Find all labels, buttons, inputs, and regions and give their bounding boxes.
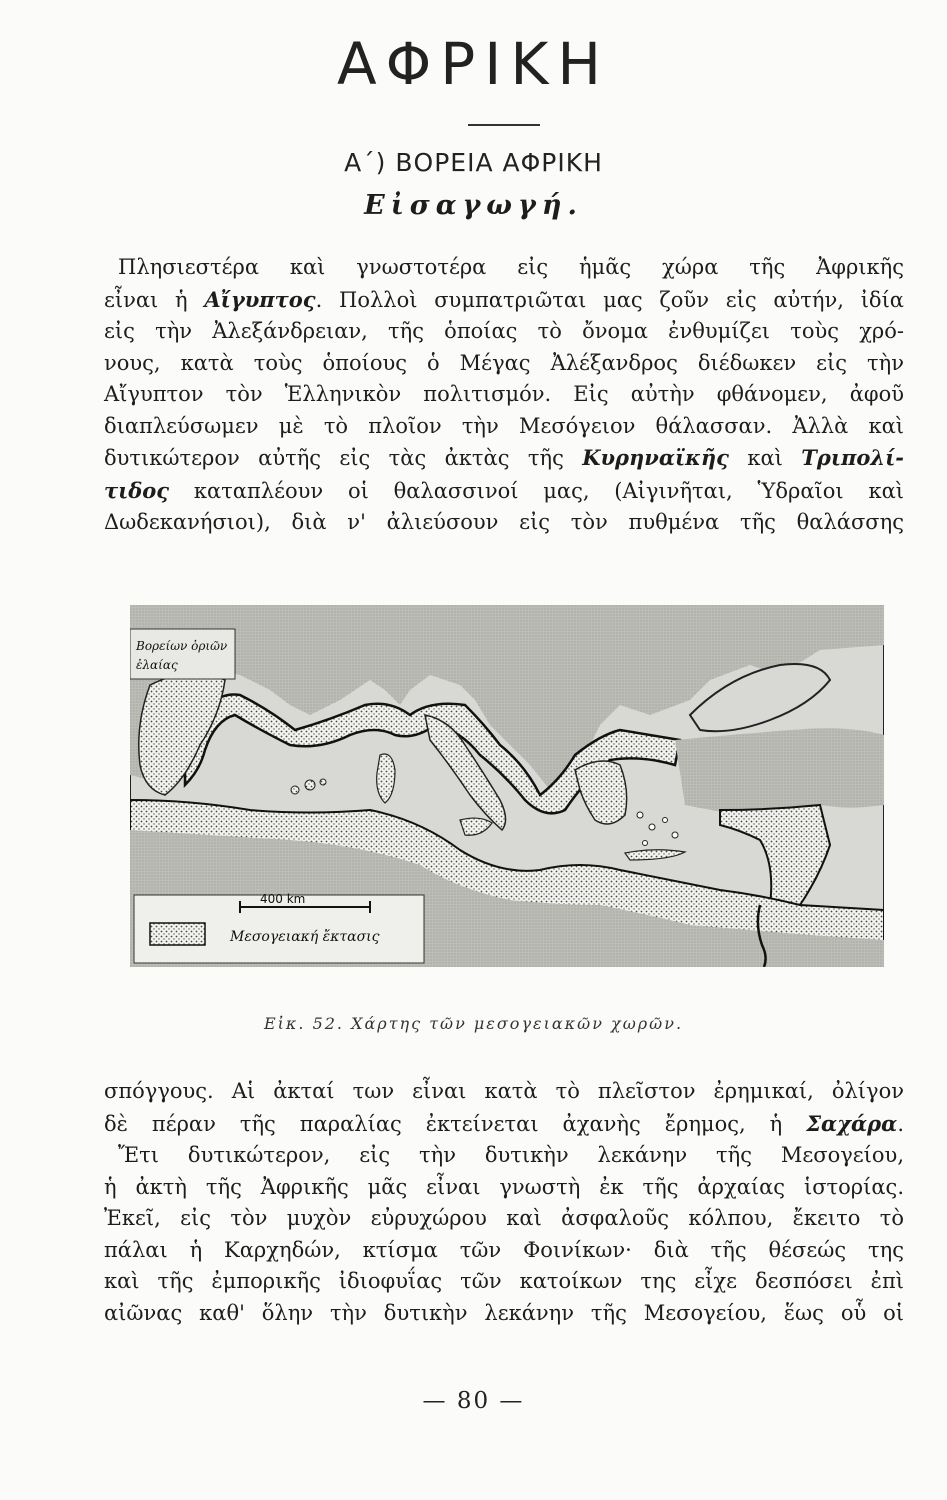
figure-caption: Εἰκ. 52. Χάρτης τῶν μεσογειακῶν χωρῶν. — [263, 1014, 684, 1033]
text-line: δὲ πέραν τῆς παραλίας ἐκτείνεται ἀχανὴς ἔρημος, ἡ Σαχάρα. — [104, 1110, 904, 1136]
text-line: τιδος καταπλέουν οἱ θαλασσινοί μας, (Αἰγινῆται, Ὑδραῖοι καὶ — [104, 477, 904, 503]
text-line: Πλησιεστέρα καὶ γνωστοτέρα εἰς ἡμᾶς χώρα τῆς Ἀφρικῆς — [118, 255, 904, 279]
paragraph-continued — [104, 1076, 904, 1329]
text-line: πάλαι ἡ Καρχηδών, κτίσμα τῶν Φοινίκων· διὰ τῆς θέσεώς της — [104, 1237, 904, 1262]
text-line: νους, κατὰ τοὺς ὁποίους ὁ Μέγας Ἀλέξανδρος διέδωκεν εἰς τὴν — [104, 350, 904, 375]
keyword-tripolitania: Τριπολί- — [801, 445, 905, 470]
legend-swatch — [150, 923, 205, 945]
title-divider — [468, 124, 540, 126]
text-line: Ἐκεῖ, εἰς τὸν μυχὸν εὐρυχώρου καὶ ἀσφαλοῦς κόλπου, ἔκειτο τὸ — [104, 1206, 904, 1230]
keyword-cyrenaica: Κυρηναϊκῆς — [582, 445, 729, 470]
text-line: δυτικώτερον αὐτῆς εἰς τὰς ἀκτὰς τῆς Κυρηναϊκῆς καὶ Τριπολί- — [104, 445, 905, 470]
mediterranean-map — [130, 605, 884, 967]
map-corner-label-line2: ἐλαίας — [136, 658, 178, 672]
scale-label: 400 km — [260, 892, 306, 906]
text-line: καὶ τῆς ἐμπορικῆς ἰδιοφυΐας τῶν κατοίκων της εἶχε δεσπόσει ἐπὶ — [104, 1269, 904, 1293]
page-number: — 80 — — [422, 1388, 525, 1414]
map-corner-label-line1: Βορείων ὁριῶν — [136, 639, 228, 653]
page-title: ΑΦΡΙΚΗ — [336, 30, 611, 98]
text-line: εἶναι ἡ Αἴγυπτος. Πολλοὶ συμπατριῶται μας ζοῦν εἰς αὐτήν, ἰδία — [104, 286, 904, 312]
legend-label: Μεσογειακή ἔκτασις — [230, 929, 380, 945]
text-line: σπόγγους. Αἱ ἀκταί των εἶναι κατὰ τὸ πλεῖστον ἐρημικαί, ὀλίγον — [104, 1079, 904, 1103]
subsection-heading: Εἰσαγωγή. — [364, 190, 583, 221]
text-line: διαπλεύσωμεν μὲ τὸ πλοῖον τὴν Μεσόγειον θάλασσαν. Ἀλλὰ καὶ — [104, 413, 904, 438]
text-line: εἰς τὴν Ἀλεξάνδρειαν, τῆς ὁποίας τὸ ὄνομα ἐνθυμίζει τοὺς χρό- — [104, 319, 904, 343]
paragraph-intro — [104, 252, 904, 539]
text-line: ἡ ἀκτὴ τῆς Ἀφρικῆς μᾶς εἶναι γνωστὴ ἐκ τῆς ἀρχαίας ἱστορίας. — [104, 1174, 904, 1199]
keyword-egypt: Αἴγυπτος — [204, 286, 316, 312]
text-line: Δωδεκανήσιοι), διὰ ν' ἀλιεύσουν εἰς τὸν πυθμένα τῆς θαλάσσης — [104, 510, 904, 534]
anatolia-landmass — [675, 728, 884, 815]
text-line: Ἔτι δυτικώτερον, εἰς τὴν δυτικὴν λεκάνην τῆς Μεσογείου, — [118, 1143, 904, 1167]
text-line: αἰῶνας καθ' ὅλην τὴν δυτικὴν λεκάνην τῆς Μεσογείου, ἕως οὗ οἱ — [104, 1300, 904, 1325]
keyword-tripolitania-end: τιδος — [104, 477, 170, 503]
keyword-sahara: Σαχάρα — [806, 1110, 898, 1136]
section-heading: Α΄) ΒΟΡΕΙΑ ΑΦΡΙΚΗ — [344, 148, 603, 177]
text-line: Αἴγυπτον τὸν Ἑλληνικὸν πολιτισμόν. Εἰς αὐτὴν φθάνομεν, ἀφοῦ — [104, 382, 904, 406]
